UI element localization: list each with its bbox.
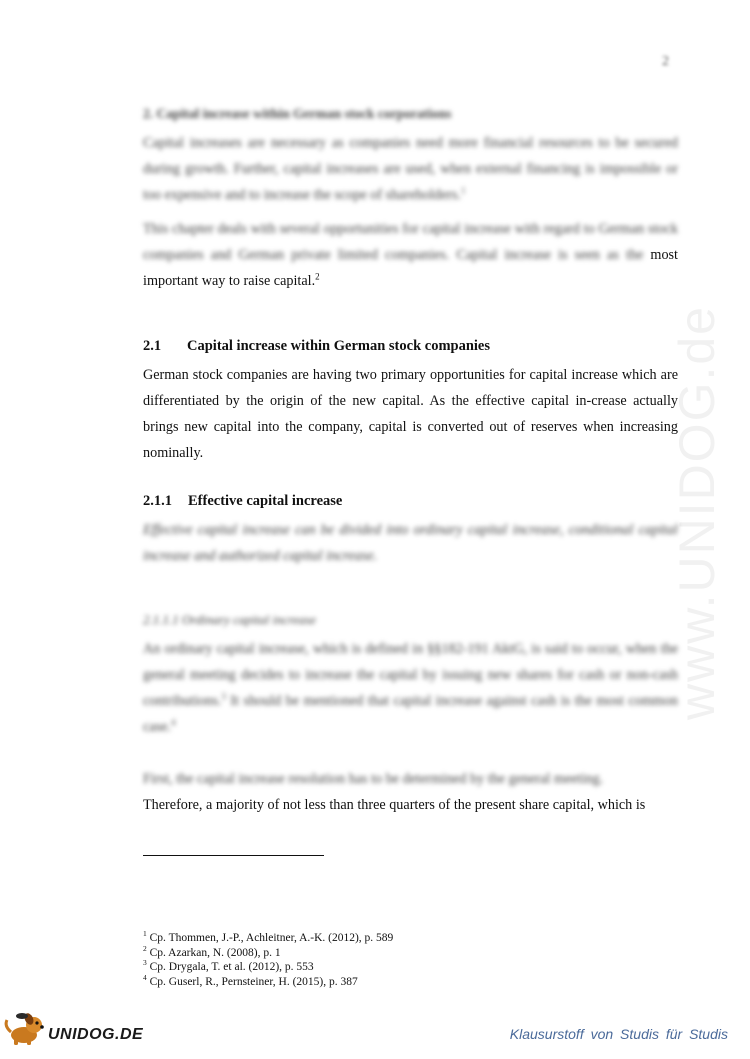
footnote-item: $^1$ Cp. Thommen, J.-P., Achleitner, A.-K. (2012), p. 589 xyxy=(143,929,394,944)
blurred-text: This chapter deals with several opportunities for capital increase with regard to German stock companies and German private limited companies. Capital increase is seen as the xyxy=(143,221,678,263)
section-2-paragraph-2: This chapter deals with several opportunities for capital increase with regard to German stock companies and German private limited companies. Capital increase is seen as the most important way to raise capital.$^2$ xyxy=(143,221,678,289)
footnote-item: $^2$ Cp. Azarkan, N. (2008), p. 1 xyxy=(143,943,281,959)
final-clear-line: Therefore, a majority of not less than three quarters of the present share capital, which is xyxy=(143,797,646,813)
clear-text: most important way to raise capital. xyxy=(143,247,678,289)
unidog-logo-text[interactable]: UNIDOG.DE xyxy=(48,1026,144,1043)
section-2-heading: 2. Capital increase within German stock corporations xyxy=(143,106,452,121)
final-blurred-line: First, the capital increase resolution has to be determined by the general meeting. xyxy=(143,771,604,787)
final-paragraph xyxy=(143,766,678,818)
page-number: 2 xyxy=(662,54,669,69)
footer-tagline: Klausurstoff von Studis für Studis xyxy=(509,1026,728,1042)
section-2-1-1-paragraph: Effective capital increase can be divided into ordinary capital increase, conditional capital increase and authorized capital increase. xyxy=(143,522,678,564)
footnote-separator xyxy=(143,855,324,856)
side-watermark: www.UNIDOG.de xyxy=(669,305,725,720)
footnote-item: $^3$ Cp. Drygala, T. et al. (2012), p. 553 xyxy=(143,958,314,973)
section-2-1-paragraph: German stock companies are having two primary opportunities for capital increase which are differentiated by the origin of the new capital. As the effective capital in-crease actually brings new capital into the company, capital is converted out of reserves when increasing nominally. xyxy=(143,367,678,461)
section-2-1-1-heading: 2.1.1 Effective capital increase xyxy=(143,493,343,509)
section-2-1-1-1-heading: 2.1.1.1 Ordinary capital increase xyxy=(143,612,317,627)
footnote-item: $^4$ Cp. Guserl, R., Pernsteiner, H. (2015), p. 387 xyxy=(143,972,358,988)
section-2-paragraph-1: Capital increases are necessary as companies need more financial resources to be secured during growth. Further, capital increases are used, when external financing is impossible or too expensive and to increase the scope of shareholders.$^1$ xyxy=(143,135,678,203)
footnotes xyxy=(143,931,393,989)
section-2-1-heading: 2.1 Capital increase within German stock companies xyxy=(143,338,491,354)
section-2-1-1-1-paragraph: An ordinary capital increase, which is defined in §§182-191 AktG, is said to occur, when the general meeting decides to increase the capital by issuing new shares for cash or non-cash contributions.$^3$ It should be mentioned that capital increase against cash is the most common case.$^4$ xyxy=(143,641,679,735)
